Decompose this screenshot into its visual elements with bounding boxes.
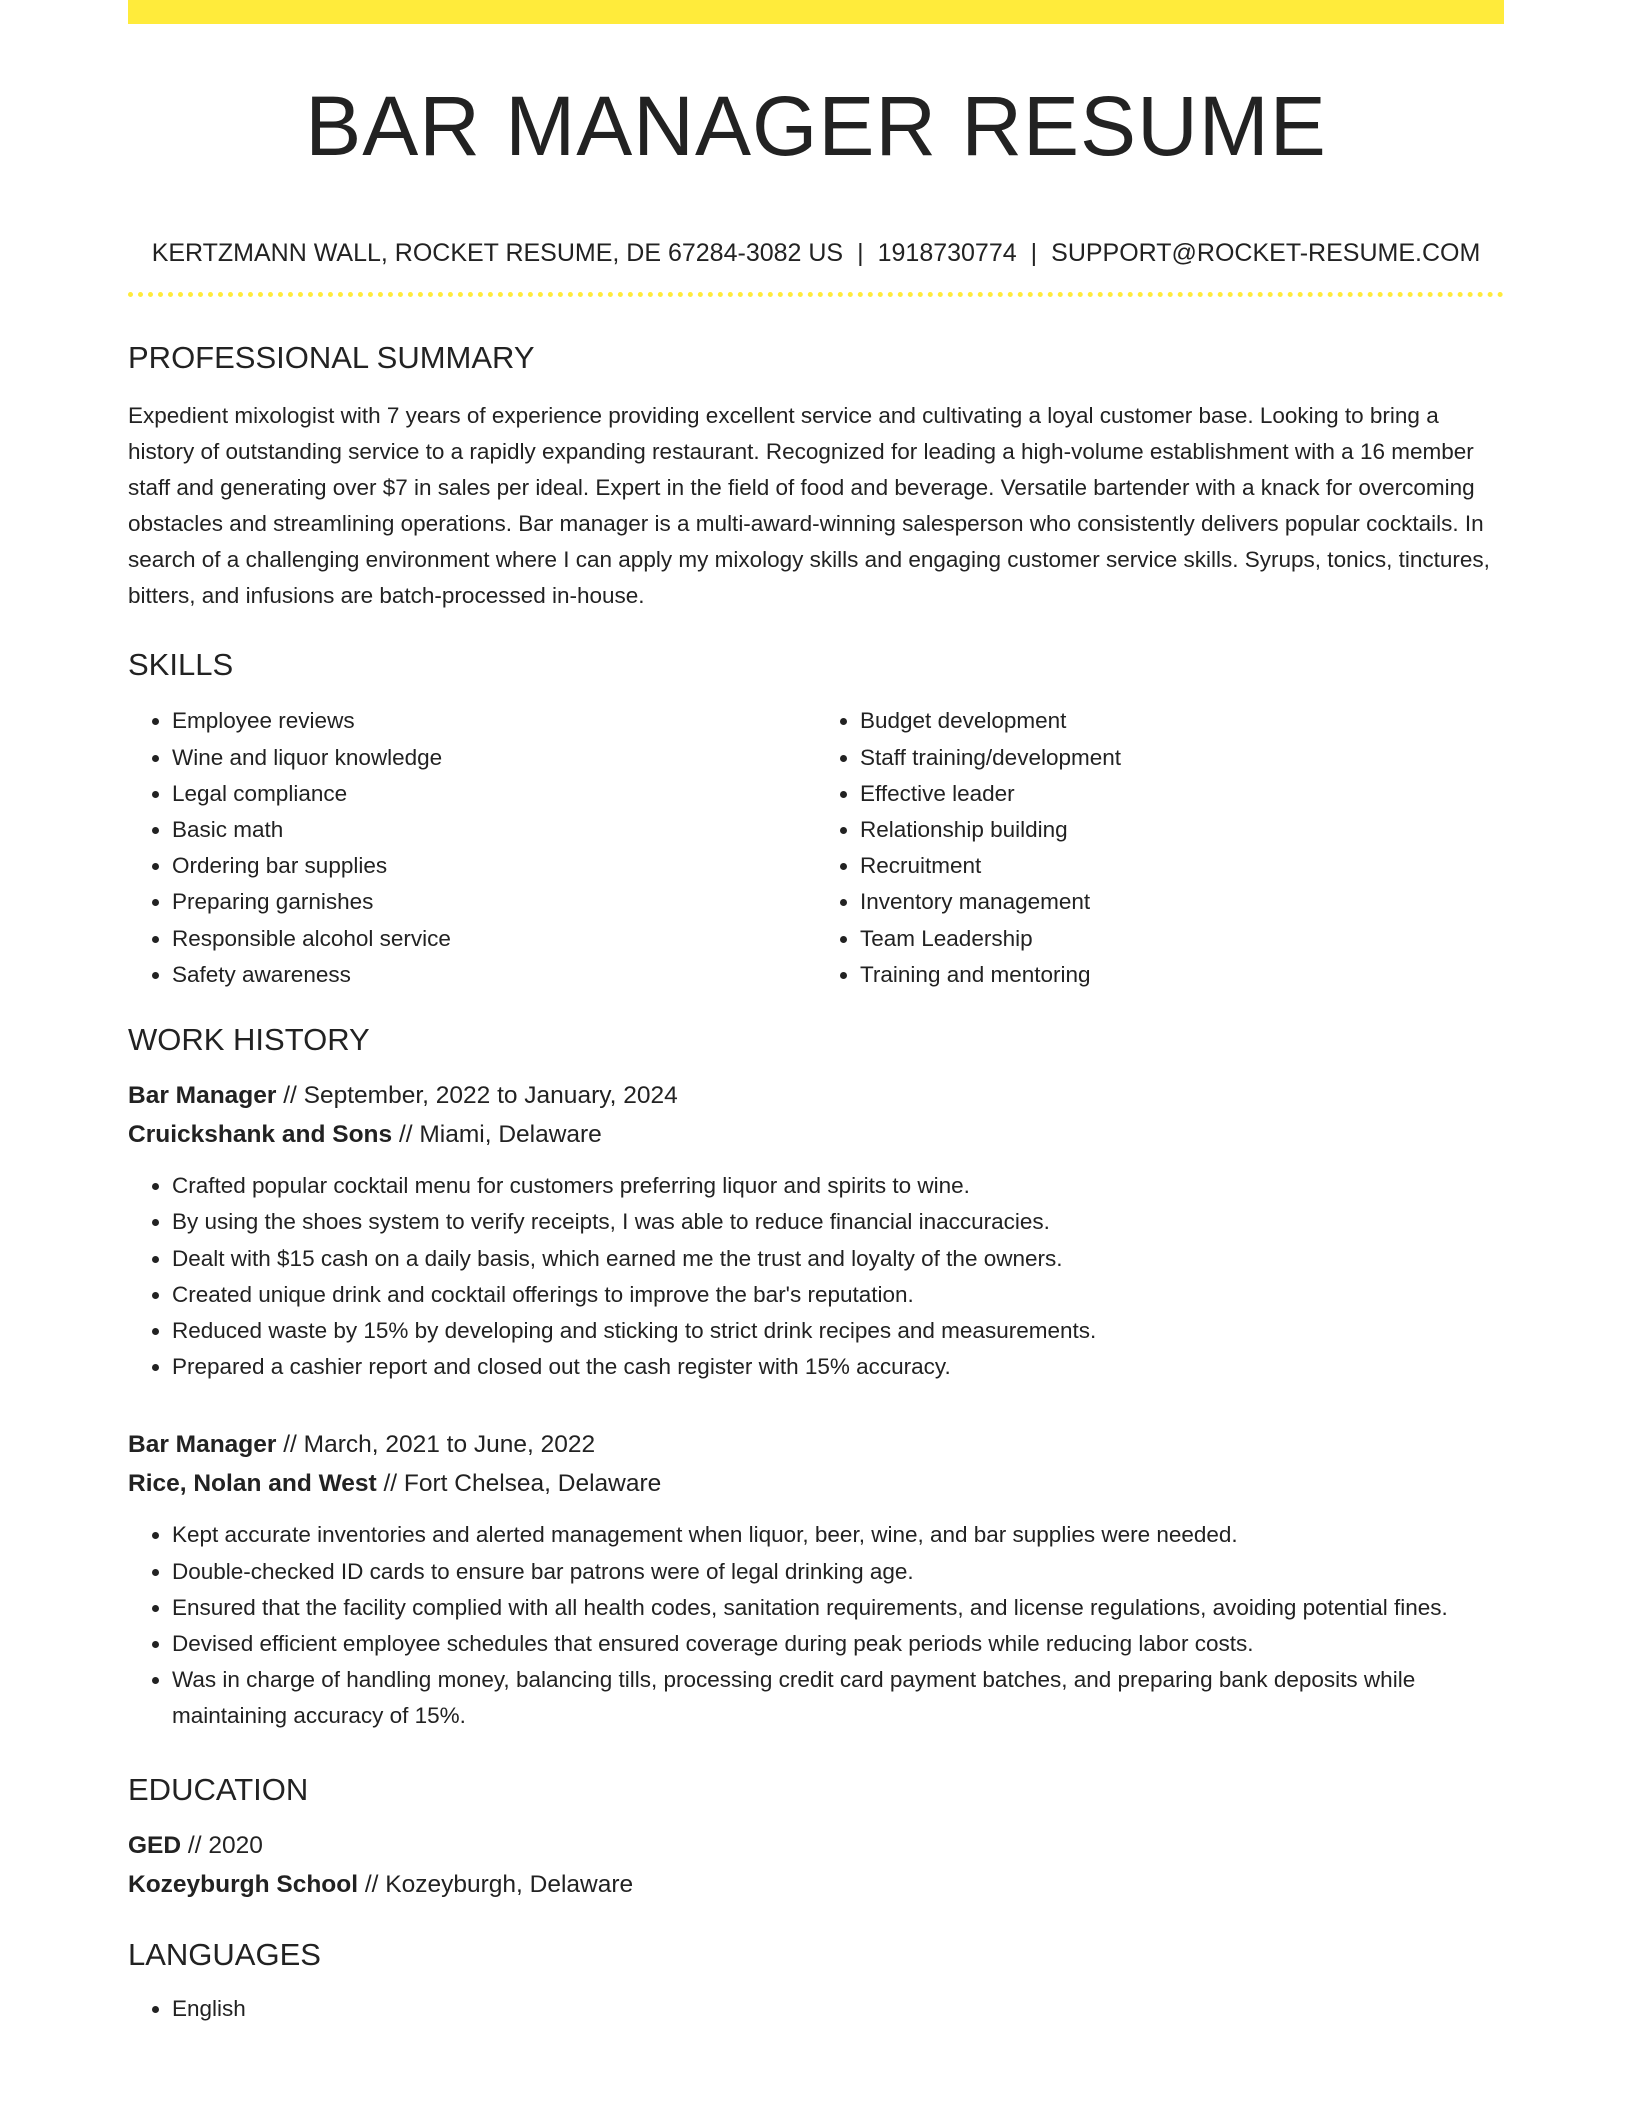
job-bullet: • Kept accurate inventories and alerted management when liquor, beer, wine, and bar supplies were needed.: [172, 1517, 1504, 1553]
education-location: // Kozeyburgh, Delaware: [364, 1870, 634, 1898]
skill-item: • Safety awareness: [172, 957, 816, 993]
job-company-line: [128, 1464, 1504, 1503]
skills-list-right: [816, 703, 1504, 993]
job-bullets: [128, 1168, 1504, 1385]
education-year: // 2020: [187, 1831, 263, 1859]
skills-list-left: [128, 703, 816, 993]
languages-heading: LANGUAGES: [128, 1936, 321, 1972]
job-entry: [128, 1076, 1504, 1385]
contact-phone: 1918730774: [877, 239, 1017, 267]
education-heading: EDUCATION: [128, 1771, 309, 1807]
skill-item: • Inventory management: [860, 884, 1504, 920]
job-company: Cruickshank and Sons: [128, 1121, 393, 1149]
resume-page: [128, 0, 1504, 2027]
skill-item: • Training and mentoring: [860, 957, 1504, 993]
dotted-divider: [128, 292, 1504, 297]
skills-columns: [128, 703, 1504, 993]
skill-item: • Budget development: [860, 703, 1504, 739]
contact-address: KERTZMANN WALL, ROCKET RESUME, DE 67284-3082 US: [151, 239, 844, 267]
skill-item: • Employee reviews: [172, 703, 816, 739]
job-company: Rice, Nolan and West: [128, 1470, 377, 1498]
job-location: // Fort Chelsea, Delaware: [383, 1470, 662, 1498]
job-bullets: [128, 1517, 1504, 1734]
education-school: Kozeyburgh School: [128, 1870, 359, 1898]
contact-email: SUPPORT@ROCKET-RESUME.COM: [1051, 239, 1481, 267]
job-bullet: • Double-checked ID cards to ensure bar patrons were of legal drinking age.: [172, 1554, 1504, 1590]
skill-item: • Recruitment: [860, 848, 1504, 884]
languages-list: [128, 1991, 1504, 2027]
education-school-line: [128, 1865, 1504, 1904]
skill-item: • Legal compliance: [172, 776, 816, 812]
job-bullet: • By using the shoes system to verify receipts, I was able to reduce financial inaccuracies.: [172, 1204, 1504, 1240]
job-location: // Miami, Delaware: [398, 1121, 602, 1149]
education-entry: [128, 1826, 1504, 1904]
job-bullet: • Dealt with $15 cash on a daily basis, which earned me the trust and loyalty of the owners.: [172, 1241, 1504, 1277]
job-bullet: • Crafted popular cocktail menu for customers preferring liquor and spirits to wine.: [172, 1168, 1504, 1204]
job-bullet: • Created unique drink and cocktail offerings to improve the bar's reputation.: [172, 1277, 1504, 1313]
skill-item: • Effective leader: [860, 776, 1504, 812]
work-history-heading: WORK HISTORY: [128, 1022, 370, 1057]
resume-title: BAR MANAGER RESUME: [305, 79, 1327, 173]
language-item: • English: [172, 1991, 1504, 2027]
job-bullet: • Reduced waste by 15% by developing and sticking to strict drink recipes and measurements.: [172, 1313, 1504, 1349]
contact-separator: |: [1030, 239, 1038, 267]
skill-item: • Basic math: [172, 812, 816, 848]
job-entry: [128, 1425, 1504, 1734]
skill-item: • Preparing garnishes: [172, 884, 816, 920]
summary-text: Expedient mixologist with 7 years of experience providing excellent service and cultivating a loyal customer base. Looking to bring a history of outstanding service to a rapidly expanding restaurant. Recognized for leading a high-volume establishment with a 16 member staff and generating over $7 in sales per ideal. Expert in the field of food and beverage. Versatile bartender with a knack for overcoming obstacles and streamlining operations. Bar manager is a multi-award-winning salesperson who consistently delivers popular cocktails. In search of a challenging environment where I can apply my mixology skills and engaging customer service skills. Syrups, tonics, tinctures, bitters, and infusions are batch-processed in-house.: [128, 403, 1490, 609]
skill-item: • Ordering bar supplies: [172, 848, 816, 884]
accent-top-bar: [128, 0, 1504, 24]
education-degree: GED: [128, 1831, 182, 1859]
contact-line: [128, 238, 1504, 268]
job-title-line: [128, 1076, 1504, 1115]
summary-heading: PROFESSIONAL SUMMARY: [128, 340, 535, 375]
contact-separator: |: [857, 239, 864, 267]
skill-item: • Responsible alcohol service: [172, 921, 816, 957]
skill-item: • Wine and liquor knowledge: [172, 740, 816, 776]
job-dates: // September, 2022 to January, 2024: [283, 1082, 678, 1110]
skill-item: • Staff training/development: [860, 740, 1504, 776]
job-bullet: • Was in charge of handling money, balancing tills, processing credit card payment batches, and preparing bank deposits while maintaining accuracy of 15%.: [172, 1662, 1504, 1734]
job-title: Bar Manager: [128, 1082, 277, 1110]
skills-heading: SKILLS: [128, 647, 234, 683]
job-company-line: [128, 1115, 1504, 1154]
skill-item: • Relationship building: [860, 812, 1504, 848]
job-bullet: • Devised efficient employee schedules that ensured coverage during peak periods while reducing labor costs.: [172, 1626, 1504, 1662]
job-bullet: • Ensured that the facility complied with all health codes, sanitation requirements, and license regulations, avoiding potential fines.: [172, 1590, 1504, 1626]
skill-item: • Team Leadership: [860, 921, 1504, 957]
job-title: Bar Manager: [128, 1431, 277, 1459]
job-dates: // March, 2021 to June, 2022: [283, 1431, 596, 1459]
job-bullet: • Prepared a cashier report and closed out the cash register with 15% accuracy.: [172, 1349, 1504, 1385]
education-degree-line: [128, 1826, 1504, 1865]
job-title-line: [128, 1425, 1504, 1464]
